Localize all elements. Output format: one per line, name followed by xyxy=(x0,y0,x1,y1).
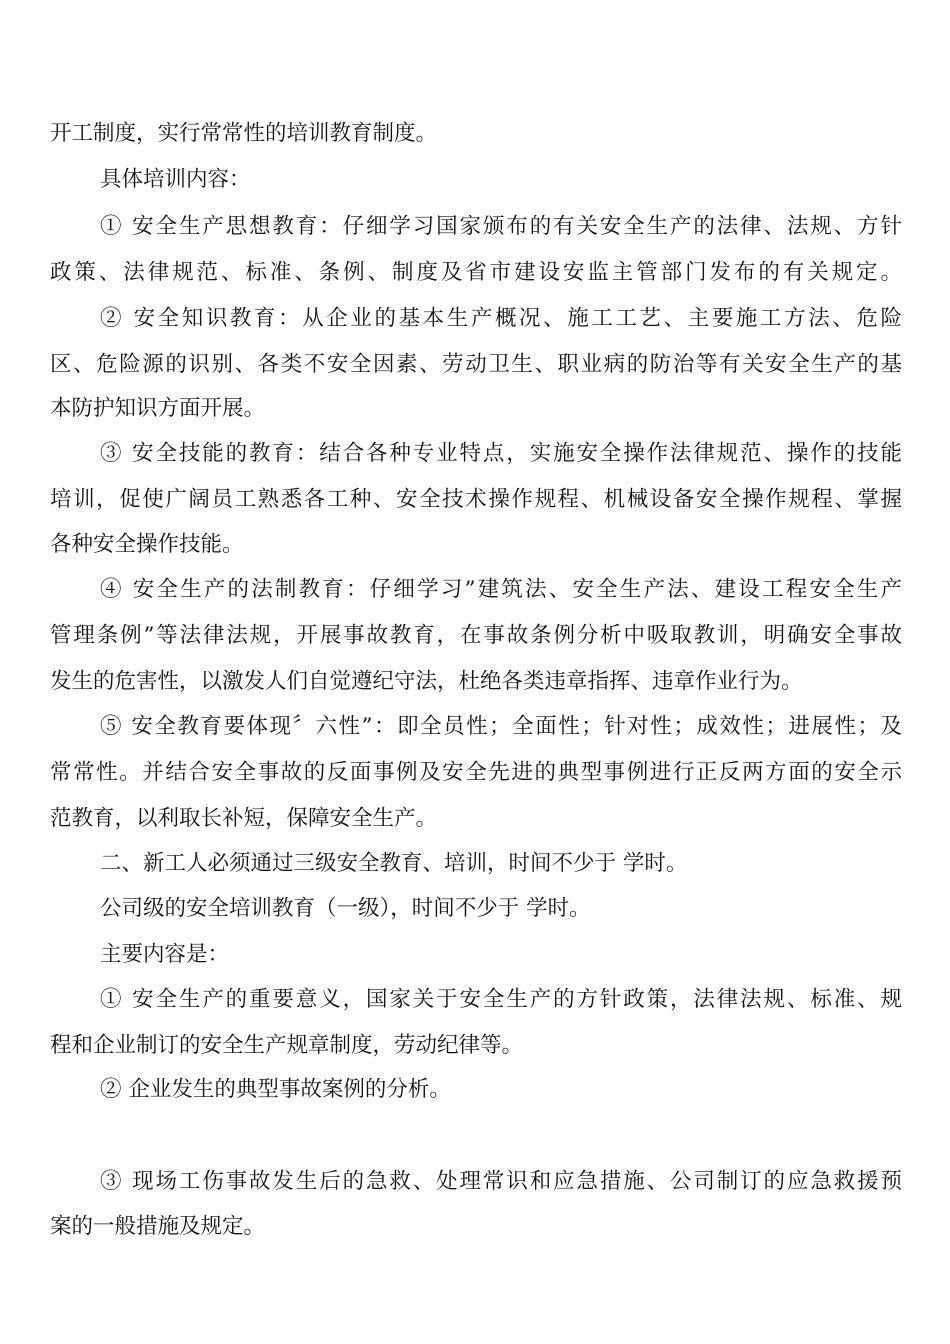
text-line: ⑤ 安全教育要体现〞六性”：即全员性；全面性；针对性；成效性；进展性；及 xyxy=(100,714,902,739)
text-line: 主要内容是： xyxy=(100,942,230,967)
text-line: ① 安全生产思想教育：仔细学习国家颁布的有关安全生产的法律、法规、方针 xyxy=(100,214,902,239)
text-line: 发生的危害性，以激发人们自觉遵纪守法，杜绝各类违章指挥、违章作业行为。 xyxy=(50,669,803,694)
text-line: ② 企业发生的典型事故案例的分析。 xyxy=(100,1077,451,1102)
text-line: 培训，促使广阔员工熟悉各工种、安全技术操作规程、机械设备安全操作规程、掌握 xyxy=(50,487,902,512)
text-line: 各种安全操作技能。 xyxy=(50,532,244,557)
text-line: ① 安全生产的重要意义，国家关于安全生产的方针政策，法律法规、标准、规 xyxy=(100,987,902,1012)
text-line: 政策、法律规范、标准、条例、制度及省市建设安监主管部门发布的有关规定。 xyxy=(50,260,902,285)
text-line: ③ 现场工伤事故发生后的急救、处理常识和应急措施、公司制订的应急救援预 xyxy=(100,1169,902,1194)
text-line: ② 安全知识教育：从企业的基本生产概况、施工工艺、主要施工方法、危险 xyxy=(100,306,902,331)
text-line: 常常性。并结合安全事故的反面事例及安全先进的典型事例进行正反两方面的安全示 xyxy=(50,760,902,785)
text-line: 开工制度，实行常常性的培训教育制度。 xyxy=(50,121,438,146)
text-line: 二、新工人必须通过三级安全教育、培训，时间不少于 学时。 xyxy=(100,851,688,876)
text-line: 管理条例”等法律法规，开展事故教育，在事故条例分析中吸取教训，明确安全事故 xyxy=(50,623,902,648)
text-line: ③ 安全技能的教育：结合各种专业特点，实施安全操作法律规范、操作的技能 xyxy=(100,441,902,466)
text-line: 本防护知识方面开展。 xyxy=(50,396,266,421)
text-line: 程和企业制订的安全生产规章制度，劳动纪律等。 xyxy=(50,1033,524,1058)
text-line: 范教育，以利取长补短，保障安全生产。 xyxy=(50,806,438,831)
text-line: 公司级的安全培训教育（一级），时间不少于 学时。 xyxy=(100,896,591,921)
text-line: 具体培训内容： xyxy=(100,167,251,192)
text-line: 案的一般措施及规定。 xyxy=(50,1214,266,1239)
text-line: 区、危险源的识别、各类不安全因素、劳动卫生、职业病的防治等有关安全生产的基 xyxy=(50,352,902,377)
text-line: ④ 安全生产的法制教育：仔细学习”建筑法、安全生产法、建设工程安全生产 xyxy=(100,577,902,602)
